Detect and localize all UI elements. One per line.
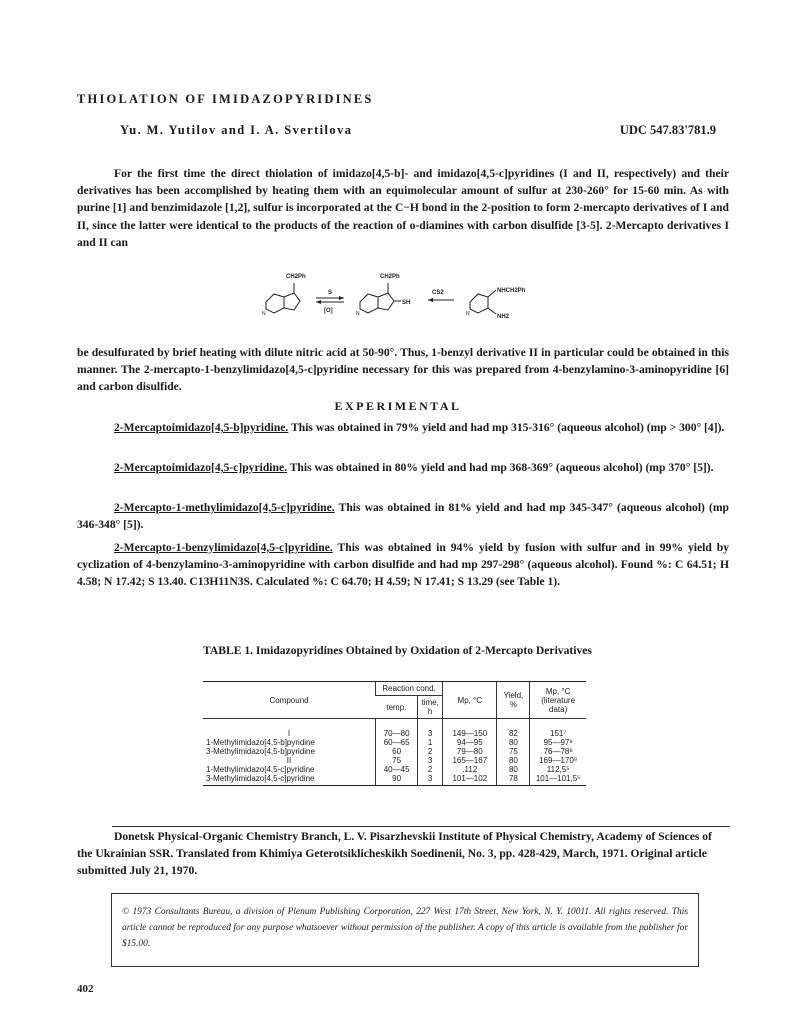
atom-n-1: N — [262, 311, 266, 317]
reverse-arrow-head — [316, 300, 321, 304]
cell-mp: 94—95 — [443, 738, 497, 747]
entry-text: This was obtained in 79% yield and had mp 315-316° (aqueous alcohol) (mp > 300° [4]). — [288, 421, 725, 434]
experimental-entry-4 — [77, 539, 729, 591]
cell-compound: 1-Methylimidazo[4,5-b]pyridine — [206, 738, 315, 747]
imidazopyridine-structure — [266, 283, 300, 313]
affiliation-note: Donetsk Physical-Organic Chemistry Branch, L. V. Pisarzhevskii Institute of Physical Chemistry, Academy of Sciences of the Ukrainian SSR. Translated from Khimiya Geterotsiklicheskikh Soedinenii, No. 3, pp. 428-429, March, 1971. Original article submitted July 21, 1970. — [77, 830, 712, 878]
reagent-cs2: CS2 — [432, 290, 444, 296]
cell-yield: 82 — [497, 719, 530, 739]
udc-code: UDC 547.83'781.9 — [619, 123, 716, 137]
cell-time: 2 — [418, 765, 443, 774]
reagent-sulfur: S — [328, 290, 333, 296]
authors: Yu. M. Yutilov and I. A. Svertilova — [120, 123, 353, 137]
mercapto-structure — [360, 283, 401, 313]
cell-lit: 112,5⁵ — [530, 765, 586, 774]
table-row — [203, 747, 586, 756]
experimental-entry-2 — [77, 459, 729, 476]
header-lit: Mp, °C (literature data) — [530, 682, 586, 719]
cell-mp: 101—102 — [443, 774, 497, 786]
substituent-nh2: NH2 — [497, 314, 510, 320]
cell-temp: 75 — [376, 756, 418, 765]
cell-lit: 101—101,5⁵ — [530, 774, 586, 786]
table-row — [203, 765, 586, 774]
section-heading-experimental: EXPERIMENTAL — [334, 399, 462, 413]
cell-time: 3 — [418, 756, 443, 765]
cell-temp: 70—80 — [376, 719, 418, 739]
substituent-ch2ph-2: CH2Ph — [380, 274, 400, 280]
compound-name: 2-Mercaptoimidazo[4,5-c]pyridine. — [114, 461, 288, 474]
cell-time: 1 — [418, 738, 443, 747]
substituent-ch2ph-1: CH2Ph — [286, 274, 306, 280]
results-table — [203, 681, 586, 786]
cell-compound: 3-Methylimidazo[4,5-b]pyridine — [206, 747, 315, 756]
cell-lit: 151⁷ — [530, 719, 586, 739]
cell-compound: 1-Methylimidazo[4,5-c]pyridine — [206, 765, 315, 774]
header-mp: Mp, °C — [443, 682, 497, 719]
cell-yield: 80 — [497, 738, 530, 747]
cell-yield: 80 — [497, 756, 530, 765]
cell-compound: 3-Methylimidazo[4,5-c]pyridine — [203, 774, 376, 786]
cell-compound: II — [286, 756, 292, 765]
cell-lit: 76—78⁸ — [530, 747, 586, 756]
entry-text: This was obtained in 81% yield and had mp 345-347° (aqueous alcohol) (mp 346-348° [5]). — [77, 501, 729, 532]
cell-yield: 80 — [497, 765, 530, 774]
cell-lit: 95—97⁸ — [530, 738, 586, 747]
cs2-arrow-head — [428, 298, 433, 302]
cell-compound: I — [287, 729, 291, 738]
atom-n-3: N — [466, 311, 470, 317]
cell-mp: 165—167 — [443, 756, 497, 765]
page-number: 402 — [77, 983, 94, 995]
header-compound: Compound — [203, 682, 376, 719]
experimental-entry-3 — [77, 499, 729, 533]
header-temp: temp. — [386, 702, 407, 712]
reaction-scheme — [258, 268, 558, 328]
cell-yield: 75 — [497, 747, 530, 756]
intro-paragraph-1: For the first time the direct thiolation of imidazo[4,5-b]- and imidazo[4,5-c]pyridines (I and II, respectively) and their derivatives has been accomplished by heating them with an equimolecular amount of sulfur at 230-260° for 15-60 min. As with purine [1] and benzimidazole [1,2], sulfur is incorporated at the C−H bond in the 2-position to form 2-mercapto derivatives of I and II, since the latter were identical to the products of the reaction of o-diamines with carbon disulfide [3-5]. 2-Mercapto derivatives I and II can — [77, 167, 729, 249]
header-reaction-cond: Reaction cond. — [376, 682, 443, 696]
compound-name: 2-Mercaptoimidazo[4,5-b]pyridine. — [114, 421, 289, 434]
cell-time: 3 — [418, 719, 443, 739]
forward-arrow-head — [339, 296, 344, 300]
cell-temp: 60—65 — [376, 738, 418, 747]
cell-temp: 60 — [376, 747, 418, 756]
cell-yield: 78 — [497, 774, 530, 786]
table-row — [203, 774, 586, 786]
cell-temp: 90 — [376, 774, 418, 786]
table-row — [203, 719, 586, 739]
copyright-box — [111, 893, 699, 967]
aminopyridine-structure — [470, 290, 496, 314]
substituent-nhch2ph: NHCH2Ph — [497, 288, 526, 294]
copyright-text: © 1973 Consultants Bureau, a division of Plenum Publishing Corporation, 227 West 17th Street, New York, N. Y. 10011. All rights reserved. This article cannot be reproduced for any purpose whatsoever without permission of the publisher. A copy of this article is available from the publisher for $15.00. — [122, 907, 688, 950]
entry-text: This was obtained in 94% yield by fusion with sulfur and in 99% yield by cyclization of 4-benzylamino-3-aminopyridine with carbon disulfide and had mp 297-298° (aqueous alcohol). Found %: C 64.51; H 4.58; N 17.42; S 13.40. C13H11N3S. Calculated %: C 64.70; H 4.59; N 17.41; S 13.29 (see Table 1). — [77, 541, 729, 589]
substituent-sh: SH — [402, 300, 411, 306]
header-yield: Yield, % — [497, 682, 530, 719]
entry-text: This was obtained in 80% yield and had mp 368-369° (aqueous alcohol) (mp 370° [5]). — [287, 461, 714, 474]
header-time: time, h — [418, 696, 443, 719]
atom-n-2: N — [356, 311, 360, 317]
paper-title: THIOLATION OF IMIDAZOPYRIDINES — [77, 92, 374, 106]
table-row — [203, 738, 586, 747]
cell-time: 3 — [418, 774, 443, 786]
cell-temp: 40—45 — [376, 765, 418, 774]
compound-name: 2-Mercapto-1-methylimidazo[4,5-c]pyridine. — [114, 501, 335, 514]
footnote-divider — [112, 826, 730, 827]
cell-lit: 169—170⁹ — [530, 756, 586, 765]
cell-mp: .112 — [443, 765, 497, 774]
cell-mp: 79—80 — [443, 747, 497, 756]
experimental-entry-1 — [77, 419, 729, 436]
reagent-oxidation: [O] — [324, 308, 333, 314]
intro-paragraph-2: be desulfurated by brief heating with dilute nitric acid at 50-90°. Thus, 1-benzyl derivative II in particular could be obtained in this manner. The 2-mercapto-1-benzylimidazo[4,5-c]pyridine necessary for this was prepared from 4-benzylamino-3-aminopyridine [6] and carbon disulfide. — [77, 346, 729, 394]
table-row — [203, 756, 586, 765]
cell-time: 2 — [418, 747, 443, 756]
cell-mp: 149—150 — [443, 719, 497, 739]
table-caption: TABLE 1. Imidazopyridines Obtained by Oxidation of 2-Mercapto Derivatives — [203, 644, 592, 657]
compound-name: 2-Mercapto-1-benzylimidazo[4,5-c]pyridine. — [114, 541, 333, 554]
